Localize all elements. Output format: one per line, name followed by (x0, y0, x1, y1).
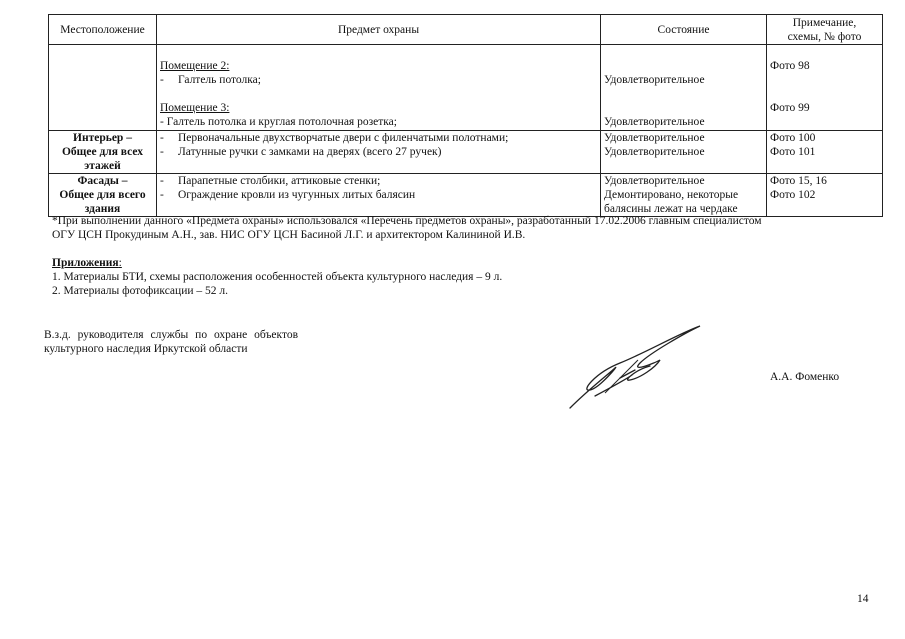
handwritten-signature (560, 318, 710, 413)
room2-title: Помещение 2: (160, 60, 230, 72)
protection-subject-table (48, 14, 883, 217)
row1-subject (157, 45, 601, 131)
row2-item2: - Латунные ручки с замками на дверях (всего 27 ручек) (160, 146, 442, 158)
table-row (49, 174, 883, 217)
signer-position-line1: В.з.д. руководителя службы по охране объектов (44, 329, 298, 341)
signer-name: А.А. Фоменко (770, 371, 840, 383)
row2-state (601, 131, 767, 174)
row3-location (49, 174, 157, 217)
header-note-line1: Примечание, (792, 16, 857, 29)
row2-state2: Удовлетворительное (604, 146, 705, 158)
header-note-line2: схемы, № фото (787, 30, 862, 43)
row1-photo (767, 45, 883, 131)
signer-position-line2: культурного наследия Иркутской области (44, 343, 248, 355)
appendix-item-2: 2. Материалы фотофиксации – 52 л. (52, 285, 228, 297)
row2-state1: Удовлетворительное (604, 132, 705, 144)
row3-item2: - Ограждение кровли из чугунных литых балясин (160, 189, 416, 201)
row3-state2-line1: Демонтировано, некоторые (604, 189, 739, 201)
row2-photo (767, 131, 883, 174)
header-location: Местоположение (49, 15, 157, 45)
row2-photo1: Фото 100 (770, 132, 816, 144)
row2-location-line3: этажей (84, 160, 121, 172)
room2-photo: Фото 98 (770, 60, 810, 72)
room3-state: Удовлетворительное (604, 116, 705, 128)
row2-location (49, 131, 157, 174)
table-row (49, 45, 883, 131)
row3-location-line3: здания (84, 203, 121, 215)
row3-location-line1: Фасады – (77, 175, 128, 187)
room3-title: Помещение 3: (160, 102, 230, 114)
header-note (767, 15, 883, 45)
row3-location-line2: Общее для всего (59, 189, 146, 201)
table-row (49, 131, 883, 174)
row2-subject (157, 131, 601, 174)
row3-photo (767, 174, 883, 217)
row1-location (49, 45, 157, 131)
room3-item: - Галтель потолка и круглая потолочная розетка; (160, 116, 397, 128)
footnote-line1: *При выполнении данного «Предмета охраны» использовался «Перечень предметов охраны», разработанный 17.02.2006 главным специалистом (52, 215, 762, 227)
row2-location-line1: Интерьер – (73, 132, 132, 144)
room2-item: - Галтель потолка; (160, 74, 261, 86)
room3-photo: Фото 99 (770, 102, 810, 114)
appendices-title: Приложения: (52, 257, 122, 269)
header-subject: Предмет охраны (157, 15, 601, 45)
row3-subject (157, 174, 601, 217)
room2-state: Удовлетворительное (604, 74, 705, 86)
row2-photo2: Фото 101 (770, 146, 816, 158)
row3-photo2: Фото 102 (770, 189, 816, 201)
row3-state (601, 174, 767, 217)
row2-item1: - Первоначальные двухстворчатые двери с филенчатыми полотнами; (160, 132, 509, 144)
header-state: Состояние (601, 15, 767, 45)
appendix-item-1: 1. Материалы БТИ, схемы расположения особенностей объекта культурного наследия – 9 л. (52, 271, 503, 283)
table-header-row (49, 15, 883, 45)
row1-state (601, 45, 767, 131)
row3-state1: Удовлетворительное (604, 175, 705, 187)
row3-state2-line2: балясины лежат на чердаке (604, 203, 738, 215)
footnote-line2: ОГУ ЦСН Прокудиным А.Н., зав. НИС ОГУ ЦСН Басиной Л.Г. и архитектором Калининой И.В. (52, 229, 526, 241)
row3-item1: - Парапетные столбики, аттиковые стенки; (160, 175, 381, 187)
row3-photo1: Фото 15, 16 (770, 175, 827, 187)
row2-location-line2: Общее для всех (61, 146, 144, 158)
page-number: 14 (857, 593, 869, 605)
